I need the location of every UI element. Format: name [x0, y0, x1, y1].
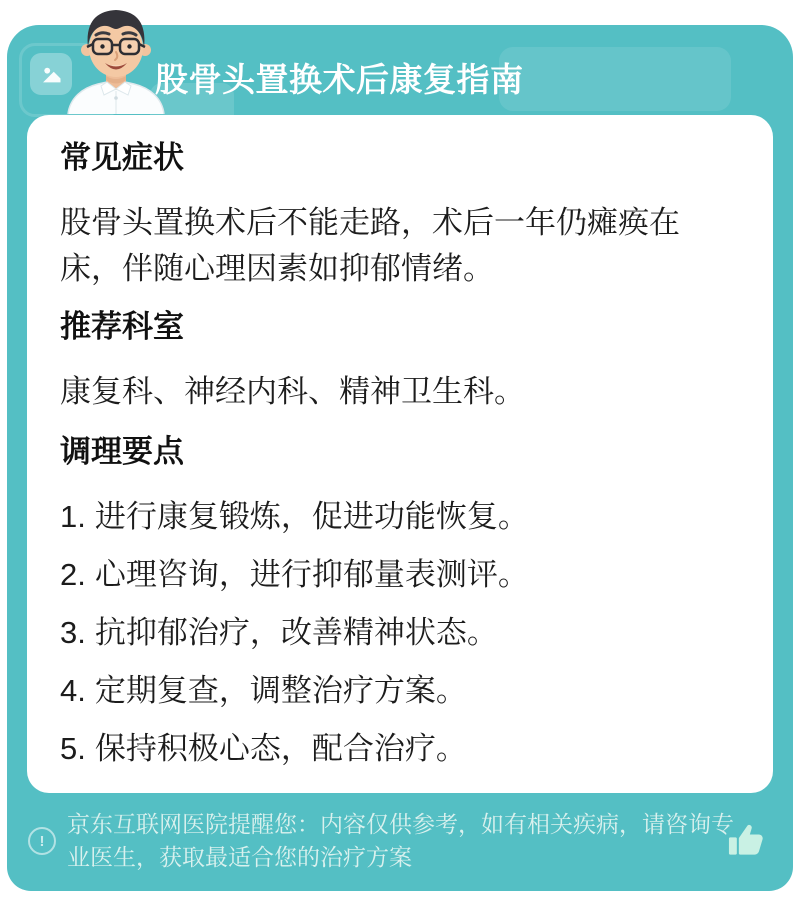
footer-disclaimer: [28, 808, 772, 874]
section-body-symptoms: 股骨头置换术后不能走路，术后一年仍瘫痪在床，伴随心理因素如抑郁情绪。: [60, 205, 680, 286]
list-item-number: 5.: [60, 731, 86, 766]
list-item: [60, 668, 700, 714]
care-points-list: [60, 494, 700, 772]
list-item-number: 4.: [60, 673, 86, 708]
list-item-text: 抗抑郁治疗，改善精神状态。: [94, 615, 498, 650]
list-item-number: 3.: [60, 615, 86, 650]
thumbs-up-icon: [724, 850, 768, 865]
disclaimer-text: 京东互联网医院提醒您：内容仅供参考，如有相关疾病，请咨询专业医生，获取最适合您的治疗方案: [67, 811, 734, 870]
section-heading-care-points: 调理要点: [60, 434, 184, 469]
title-glow-decoration: [499, 47, 731, 111]
section-heading-departments: 推荐科室: [60, 309, 184, 344]
list-item-number: 2.: [60, 557, 86, 592]
doctor-avatar: [46, 6, 186, 114]
thumbs-up-button[interactable]: [723, 818, 769, 864]
list-item-text: 进行康复锻炼，促进功能恢复。: [94, 499, 529, 534]
list-item-text: 定期复查，调整治疗方案。: [94, 673, 467, 708]
content-card: [27, 115, 773, 793]
list-item-text: 保持积极心态，配合治疗。: [94, 731, 467, 766]
list-item-text: 心理咨询，进行抑郁量表测评。: [94, 557, 529, 592]
list-item: [60, 494, 700, 540]
list-item: [60, 610, 700, 656]
section-heading-symptoms: 常见症状: [60, 140, 184, 175]
list-item-number: 1.: [60, 499, 86, 534]
info-icon: !: [28, 827, 56, 855]
page-title: 股骨头置换术后康复指南: [155, 61, 524, 98]
list-item: [60, 726, 700, 772]
answer-panel: [7, 25, 793, 891]
section-body-departments: 康复科、神经内科、精神卫生科。: [60, 374, 525, 409]
list-item: [60, 552, 700, 598]
